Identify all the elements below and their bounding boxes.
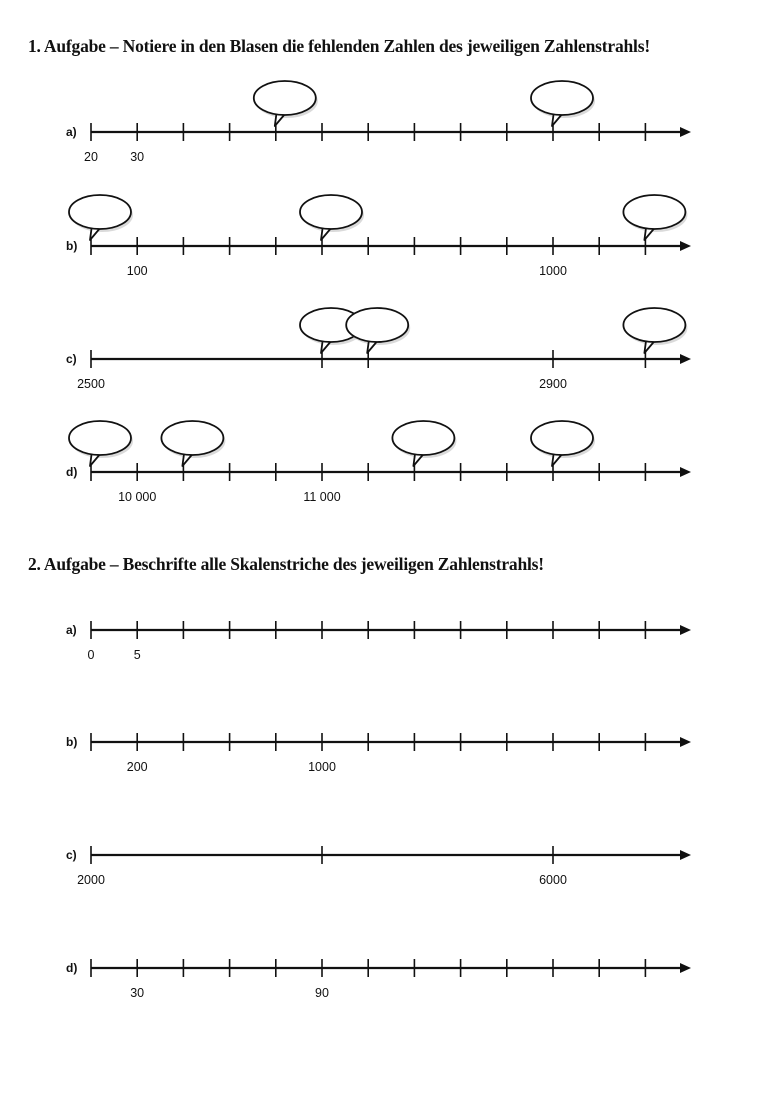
tick-label: 2000 xyxy=(77,873,105,887)
answer-bubble[interactable] xyxy=(623,195,687,240)
answer-bubble[interactable] xyxy=(531,421,595,466)
answer-bubble[interactable] xyxy=(531,81,595,126)
answer-bubble[interactable] xyxy=(69,421,133,466)
tick-label: 2900 xyxy=(539,377,567,391)
arrow-head-icon xyxy=(680,963,691,973)
answer-bubble[interactable] xyxy=(392,421,456,466)
arrow-head-icon xyxy=(680,625,691,635)
t1-b-row-label: b) xyxy=(66,239,78,253)
tick-label: 0 xyxy=(87,648,95,662)
tick-label: 2500 xyxy=(77,377,105,391)
tick-label: 6000 xyxy=(539,873,567,887)
answer-bubble[interactable] xyxy=(346,308,410,353)
answer-bubble[interactable] xyxy=(300,195,364,240)
t1-b-number-line xyxy=(66,195,691,278)
tick-label: 5 xyxy=(133,648,141,662)
task-1-heading: 1. Aufgabe – Notiere in den Blasen die fehlenden Zahlen des jeweiligen Zahlenstrahls! xyxy=(28,36,650,56)
tick-label: 1000 xyxy=(539,264,567,278)
tick-label: 30 xyxy=(130,150,145,164)
t1-d-number-line xyxy=(66,421,691,504)
tick-label: 20 xyxy=(84,150,98,164)
answer-bubble[interactable] xyxy=(69,195,133,240)
tick-label: 11 000 xyxy=(303,490,341,504)
tick-label: 30 xyxy=(130,986,145,1000)
tick-label: 100 xyxy=(126,264,148,278)
t1-c-number-line xyxy=(66,308,691,391)
t1-a-row-label: a) xyxy=(66,125,77,139)
answer-bubble[interactable] xyxy=(161,421,225,466)
tick-label: 90 xyxy=(315,986,329,1000)
arrow-head-icon xyxy=(680,241,691,251)
arrow-head-icon xyxy=(680,127,691,137)
t2-b-number-line xyxy=(66,733,691,774)
t1-a-number-line xyxy=(66,81,691,164)
t2-d-row-label: d) xyxy=(66,961,78,975)
answer-bubble[interactable] xyxy=(254,81,318,126)
arrow-head-icon xyxy=(680,467,691,477)
answer-bubble[interactable] xyxy=(623,308,687,353)
tick-label: 1000 xyxy=(308,760,336,774)
tick-label: 200 xyxy=(126,760,148,774)
t2-a-row-label: a) xyxy=(66,623,77,637)
tick-label: 10 000 xyxy=(118,490,157,504)
t1-d-row-label: d) xyxy=(66,465,78,479)
arrow-head-icon xyxy=(680,850,691,860)
task-2-heading: 2. Aufgabe – Beschrifte alle Skalenstriche des jeweiligen Zahlenstrahls! xyxy=(28,554,544,574)
t2-d-number-line xyxy=(66,959,691,1000)
t2-c-number-line xyxy=(66,846,691,887)
arrow-head-icon xyxy=(680,354,691,364)
t1-c-row-label: c) xyxy=(66,352,77,366)
arrow-head-icon xyxy=(680,737,691,747)
t2-b-row-label: b) xyxy=(66,735,78,749)
t2-a-number-line xyxy=(66,621,691,662)
t2-c-row-label: c) xyxy=(66,848,77,862)
